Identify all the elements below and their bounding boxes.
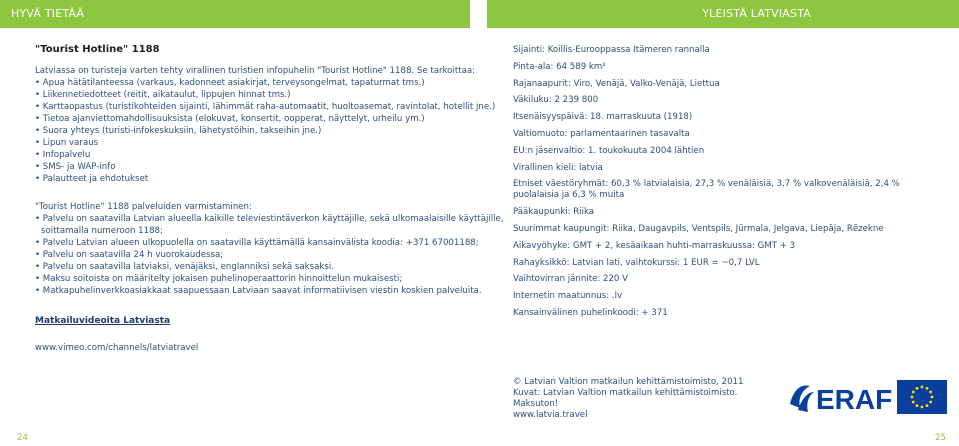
flag-star-icon	[911, 396, 914, 399]
text-line: • Palvelu on saatavilla 24 h vuorokaudessa;	[35, 250, 224, 260]
fact-item: EU:n jäsenvaltio: 1. toukokuuta 2004 lähtien	[513, 145, 705, 156]
copyright-block	[513, 377, 743, 421]
fact-item: Vaihtovirran jännite: 220 V	[513, 274, 629, 285]
text-line: • SMS- ja WAP-info	[35, 162, 116, 172]
fact-item: Pinta-ala: 64 589 km²	[513, 61, 606, 72]
fact-item: Rajanaapurit: Viro, Venäjä, Valko-Venäjä, Liettua	[513, 78, 720, 89]
text-line: • Lipun varaus	[35, 138, 99, 148]
video-link[interactable]: www.vimeo.com/channels/latviatravel	[35, 343, 199, 353]
text-line: • Palautteet ja ehdotukset	[35, 174, 149, 184]
text-line: Latviassa on turisteja varten tehty virallinen turistien infopuhelin "Tourist Hotline" 1188. Se tarkoittaa:	[35, 66, 475, 76]
video-title: Matkailuvideoita Latviasta	[35, 316, 171, 326]
text-line: • Maksu soitoista on määritelty jokaisen puhelinoperaattorin hinnoittelun mukaisesti;	[35, 274, 403, 284]
copyright-line: Maksuton!	[513, 399, 559, 409]
fact-item: Kansainvälinen puhelinkoodi: + 371	[513, 307, 668, 318]
text-line: • Palvelu Latvian alueen ulkopuolella on saatavilla käyttämällä kansainvälista koodia: +371 67001188;	[35, 238, 479, 248]
text-line: • Tietoa ajanviettomahdollisuuksista (elokuvat, konsertit, oopperat, näyttelyt, urheilu ym.)	[35, 114, 425, 124]
eraf-logo-text: ERAF	[816, 384, 893, 415]
copyright-line: Kuvat: Latvian Valtion matkailun kehittämistoimisto.	[513, 388, 738, 398]
eraf-swoosh-icon	[790, 386, 814, 412]
text-line: • Karttaopastus (turistikohteiden sijainti, lähimmät raha-automaatit, huoltoasemat, ravintolat, hotellit jne.)	[35, 102, 496, 112]
eraf-logo	[788, 380, 898, 416]
section-title-left: HYVÄ TIETÄÄ	[11, 7, 85, 20]
flag-star-icon	[931, 396, 934, 399]
text-line: • Palvelu on saatavilla latviaksi, venäjäksi, englanniksi sekä saksaksi.	[35, 262, 334, 272]
hotline-title: "Tourist Hotline" 1188	[35, 44, 160, 55]
flag-star-icon	[921, 406, 924, 409]
flag-star-icon	[912, 391, 915, 394]
flag-star-icon	[912, 401, 915, 404]
header-bar-left	[0, 0, 470, 28]
section-title-right: YLEISTÄ LATVIASTA	[702, 7, 811, 20]
website-link[interactable]: www.latvia.travel	[513, 410, 588, 420]
hotline-section	[35, 44, 504, 297]
flag-star-icon	[921, 386, 924, 389]
fact-item: Internetin maatunnus: .lv	[513, 291, 623, 302]
flag-star-icon	[929, 391, 932, 394]
fact-item: Väkiluku: 2 239 800	[513, 95, 599, 106]
fact-item: Itsenäisyyspäivä: 18. marraskuuta (1918)	[513, 112, 693, 123]
text-line: • Infopalvelu	[35, 150, 91, 160]
flag-star-icon	[926, 404, 929, 407]
flag-star-icon	[929, 401, 932, 404]
flag-star-icon	[926, 387, 929, 390]
fact-item: Virallinen kieli: latvia	[513, 162, 603, 173]
page-number-right: 25	[935, 433, 946, 443]
fact-item: Pääkaupunki: Riika	[513, 207, 595, 218]
facts-list	[513, 45, 933, 325]
fact-item: Aikavyöhyke: GMT + 2, kesäaikaan huhti-marraskuussa: GMT + 3	[513, 240, 796, 251]
fact-item: Suurimmat kaupungit: Riika, Daugavpils, Ventspils, Jūrmala, Jelgava, Liepāja, Rēzekne	[513, 223, 884, 234]
text-line: soittamalla numeroon 1188;	[41, 226, 163, 236]
text-line: • Apua hätätilanteessa (varkaus, kadonneet asiakirjat, terveysongelmat, tapaturmat tms.)	[35, 78, 425, 88]
copyright-line: © Latvian Valtion matkailun kehittämistoimisto, 2011	[513, 377, 744, 387]
hotline-list	[35, 65, 496, 185]
page-number-left: 24	[17, 433, 28, 443]
flag-star-icon	[916, 387, 919, 390]
flag-star-icon	[916, 404, 919, 407]
fact-item: Rahayksikkö: Latvian lati, vaihtokurssi: 1 EUR = ~0,7 LVL	[513, 257, 760, 268]
header-bar-right	[487, 0, 959, 28]
text-line: "Tourist Hotline" 1188 palveluiden varmistaminen:	[35, 202, 252, 212]
fact-item: Sijainti: Koillis-Eurooppassa Itämeren rannalla	[513, 45, 710, 55]
text-line: • Matkapuhelinverkkoasiakkaat saapuessaan Latviaan saavat informatiivisen viestin koskien palveluita.	[35, 286, 482, 296]
text-line: • Suora yhteys (turisti-infokeskuksiin, lähetystöihin, takseihin jne.)	[35, 126, 322, 136]
text-line: • Palvelu on saatavilla Latvian alueella kaikille televiestintäverkon käyttäjille, sekä ulkomaalaisille käyttäjille,	[35, 214, 504, 224]
guarantee-list	[35, 201, 504, 297]
fact-item: Etniset väestöryhmät: 60,3 % latvialaisia, 27,3 % venäläisiä, 3,7 % valkovenäläisiä, 2,4 % puolalaisia ja 6,3 % muita	[513, 179, 900, 201]
text-line: • Liikennetiedotteet (reitit, aikataulut, lippujen hinnat tms.)	[35, 90, 291, 100]
fact-item: Valtiomuoto: parlamentaarinen tasavalta	[513, 128, 690, 139]
eu-flag-icon	[897, 380, 947, 414]
